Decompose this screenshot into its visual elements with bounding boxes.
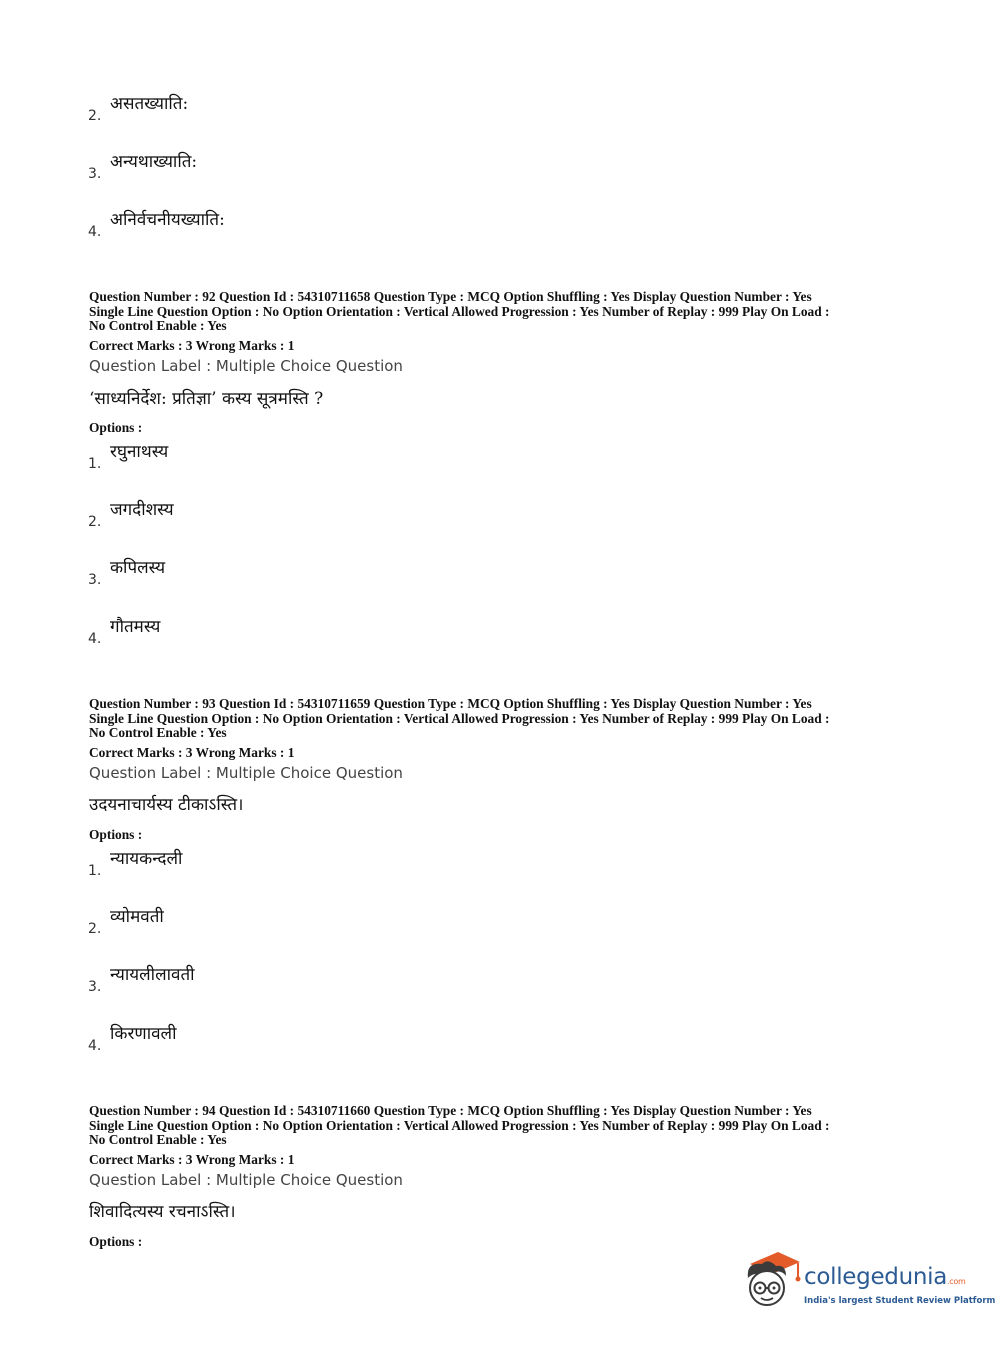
mascot-icon — [742, 1248, 802, 1310]
option-text: व्योमवती — [110, 907, 164, 927]
options-heading: Options : — [89, 827, 143, 842]
option-number: 2. — [88, 921, 102, 937]
question-marks: Correct Marks : 3 Wrong Marks : 1 — [89, 338, 295, 353]
question-marks: Correct Marks : 3 Wrong Marks : 1 — [89, 1152, 295, 1167]
metadata-line: Single Line Question Option : No Option Orientation : Vertical Allowed Progression : Yes Number of Replay : 999 Play On Load : — [89, 710, 830, 726]
option-text: न्यायलीलावती — [110, 965, 195, 985]
metadata-line: Question Number : 94 Question Id : 54310711660 Question Type : MCQ Option Shuffling : Yes Display Question Number : Yes — [89, 1103, 812, 1118]
question-text: शिवादित्यस्य रचनाऽस्ति। — [89, 1202, 236, 1222]
option-text: जगदीशस्य — [110, 500, 174, 520]
metadata-line: Question Number : 92 Question Id : 54310711658 Question Type : MCQ Option Shuffling : Yes Display Question Number : Yes — [89, 289, 812, 304]
question-text: ‘साध्यनिर्देश: प्रतिज्ञा’ कस्य सूत्रमस्ति ? — [89, 389, 324, 409]
option-number: 3. — [88, 979, 102, 995]
question-label: Question Label : Multiple Choice Question — [89, 764, 403, 782]
option-number: 2. — [88, 514, 102, 530]
option-text: किरणावली — [110, 1024, 177, 1044]
question-metadata — [89, 1104, 919, 1148]
option-text: अन्यथाख्याति: — [110, 152, 198, 172]
option-number: 3. — [88, 166, 102, 182]
brand-tagline: India's largest Student Review Platform — [804, 1296, 996, 1306]
brand-domain-suffix: .com — [947, 1277, 966, 1286]
metadata-line: No Control Enable : Yes — [89, 725, 227, 740]
option-text: न्यायकन्दली — [110, 849, 183, 869]
question-metadata — [89, 697, 919, 741]
option-number: 4. — [88, 224, 102, 240]
metadata-line: Single Line Question Option : No Option Orientation : Vertical Allowed Progression : Yes Number of Replay : 999 Play On Load : — [89, 1117, 830, 1133]
option-number: 2. — [88, 108, 102, 124]
option-number: 4. — [88, 631, 102, 647]
option-number: 4. — [88, 1038, 102, 1054]
option-number: 1. — [88, 863, 102, 879]
option-text: अनिर्वचनीयख्याति: — [110, 210, 225, 230]
metadata-line: Question Number : 93 Question Id : 54310711659 Question Type : MCQ Option Shuffling : Yes Display Question Number : Yes — [89, 696, 812, 711]
option-text: रघुनाथस्य — [110, 442, 169, 462]
metadata-line: No Control Enable : Yes — [89, 1132, 227, 1147]
question-marks: Correct Marks : 3 Wrong Marks : 1 — [89, 745, 295, 760]
option-number: 1. — [88, 456, 102, 472]
metadata-line: No Control Enable : Yes — [89, 318, 227, 333]
question-label: Question Label : Multiple Choice Question — [89, 1171, 403, 1189]
brand-name — [804, 1264, 965, 1290]
option-text: गौतमस्य — [110, 617, 161, 637]
option-text: असतख्याति: — [110, 94, 189, 114]
brand-name-text: collegedunia — [804, 1264, 948, 1290]
question-text: उदयनाचार्यस्य टीकाऽस्ति। — [89, 795, 244, 815]
option-number: 3. — [88, 572, 102, 588]
collegedunia-logo — [742, 1248, 996, 1316]
option-text: कपिलस्य — [110, 558, 166, 578]
question-metadata — [89, 290, 919, 334]
metadata-line: Single Line Question Option : No Option Orientation : Vertical Allowed Progression : Yes Number of Replay : 999 Play On Load : — [89, 303, 830, 319]
question-label: Question Label : Multiple Choice Question — [89, 357, 403, 375]
options-heading: Options : — [89, 1234, 143, 1249]
options-heading: Options : — [89, 420, 143, 435]
